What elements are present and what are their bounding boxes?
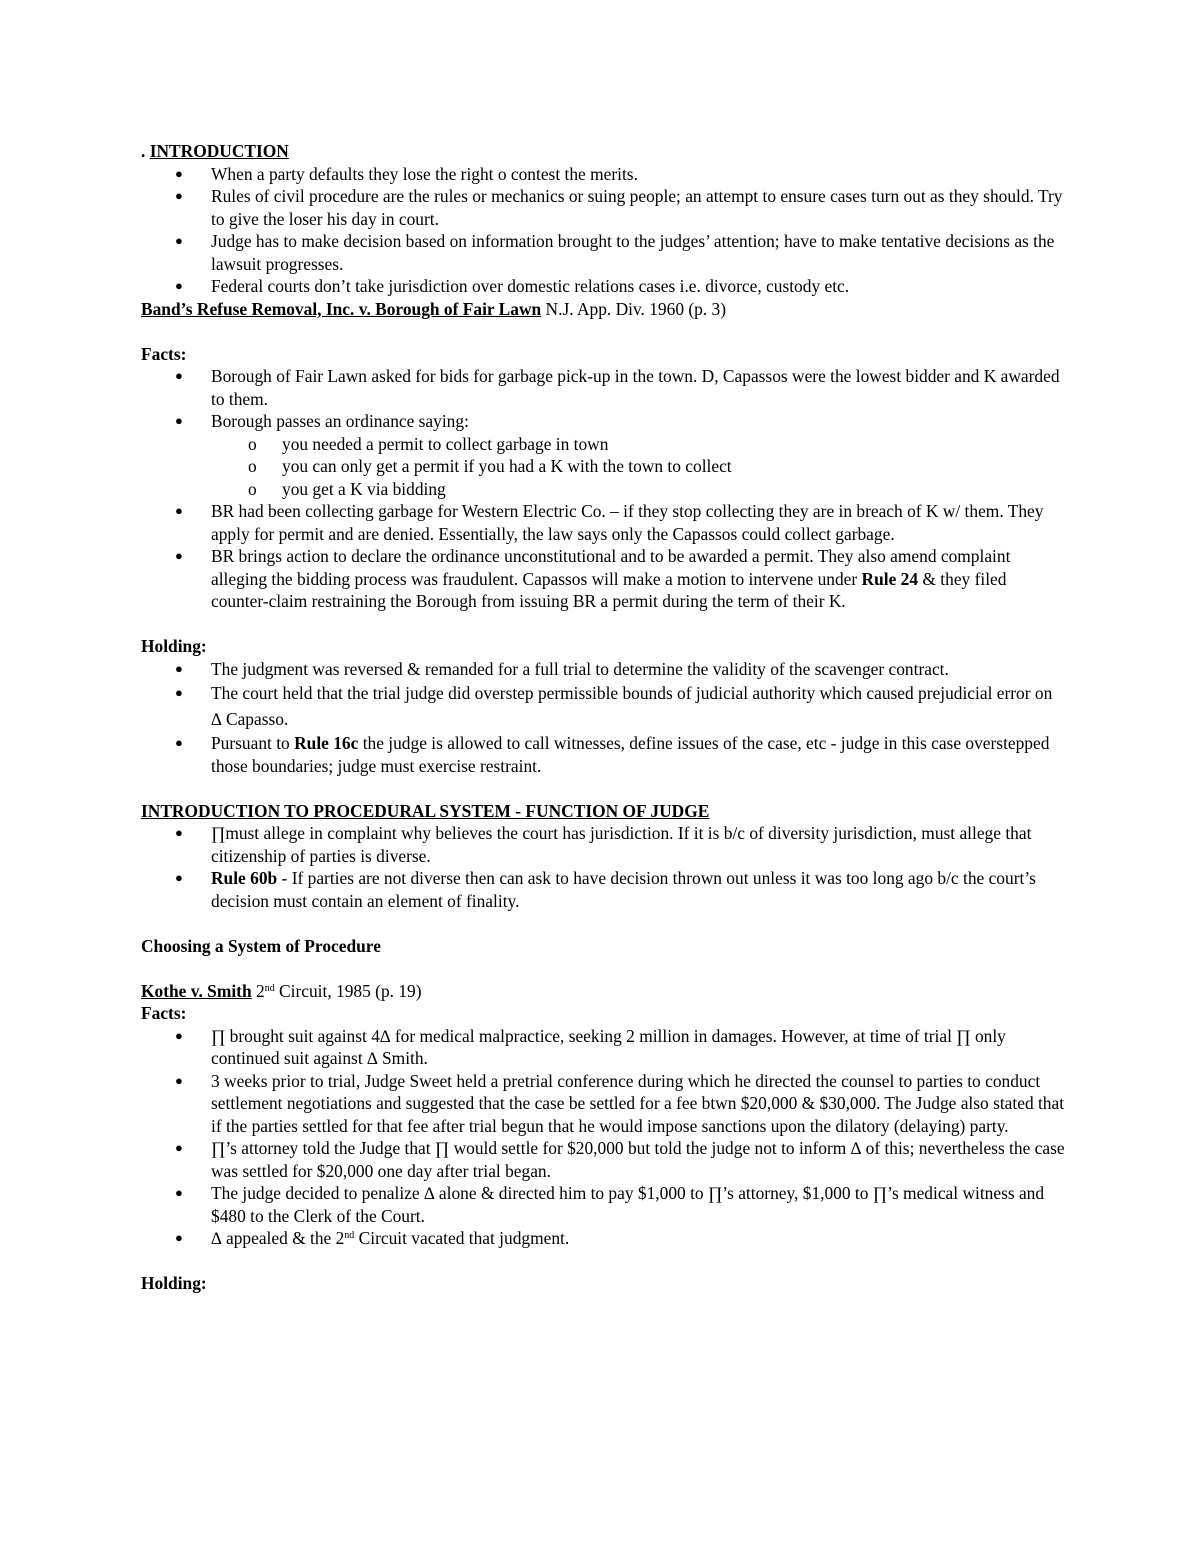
case2-title: Kothe v. Smith — [141, 980, 252, 1001]
bullet-dot-icon: ● — [175, 368, 183, 383]
rule-reference: Rule 24 — [861, 568, 919, 589]
intro-bullet-text: Judge has to make decision based on information brought to the judges’ attention; have to make tentative decisions as the lawsuit progresses. — [211, 231, 1055, 274]
case2-citation: Circuit, 1985 (p. 19) — [274, 980, 422, 1001]
ordinal-suffix: nd — [264, 982, 275, 994]
intro-bullet-list — [141, 163, 1066, 298]
section2-text: - If parties are not diverse then can ask to have decision thrown out unless it was too long ago b/c the court’s decision must contain an element of finality. — [211, 868, 1036, 911]
case2-holding-label: Holding: — [141, 1273, 207, 1293]
intro-bullet-text: Federal courts don’t take jurisdiction over domestic relations cases i.e. divorce, custody etc. — [211, 276, 850, 296]
list-item — [141, 1070, 1066, 1138]
list-item — [141, 545, 1066, 613]
list-item — [141, 1025, 1066, 1070]
hollow-circle-icon: o — [248, 456, 257, 476]
fact-text: Circuit vacated that judgment. — [354, 1228, 570, 1248]
sub-list-item — [141, 455, 1066, 478]
bullet-dot-icon: ● — [175, 1230, 183, 1245]
spacer — [141, 613, 1066, 636]
fact-text: ∆ appealed & the 2 — [211, 1228, 345, 1248]
bullet-dot-icon: ● — [175, 278, 183, 293]
bullet-dot-icon: ● — [175, 685, 183, 700]
ordinal-suffix: nd — [344, 1230, 355, 1241]
section2-list — [141, 822, 1066, 912]
list-item — [141, 1227, 1066, 1250]
case1-facts-list — [141, 365, 1066, 613]
bullet-dot-icon: ● — [175, 1140, 183, 1155]
sub-fact-text: you needed a permit to collect garbage in town — [282, 433, 609, 454]
intro-bullet-text: Rules of civil procedure are the rules or mechanics or suing people; an attempt to ensure cases turn out as they should. Try to give the loser his day in court. — [211, 186, 1063, 229]
list-item — [141, 500, 1066, 545]
list-item — [141, 822, 1066, 867]
sub-fact-text: you get a K via bidding — [282, 478, 446, 499]
fact-text: BR brings action to declare the ordinance unconstitutional and to be awarded a permit. They also amend complaint alleging the bidding process was fraudulent. Capassos will make a motion to intervene under — [211, 546, 1011, 589]
list-item — [141, 185, 1066, 230]
holding-text: the judge is allowed to call witnesses, define issues of the case, etc - judge in this case overstepped those boundaries; judge must exercise restraint. — [211, 733, 1050, 776]
bullet-dot-icon: ● — [175, 825, 183, 840]
case1-holding-label: Holding: — [141, 636, 207, 656]
bullet-dot-icon: ● — [175, 233, 183, 248]
case2-facts-list — [141, 1025, 1066, 1250]
intro-bullet-text: When a party defaults they lose the right o contest the merits. — [211, 163, 638, 184]
sub-fact-text: you can only get a permit if you had a K with the town to collect — [282, 456, 732, 476]
bullet-dot-icon: ● — [175, 548, 183, 563]
bullet-dot-icon: ● — [175, 660, 183, 676]
bullet-dot-icon: ● — [175, 165, 183, 181]
intro-heading-line — [141, 140, 1066, 163]
case1-facts-label: Facts: — [141, 343, 187, 364]
case2-facts-label: Facts: — [141, 1003, 187, 1023]
sub-list-item — [141, 433, 1066, 456]
case1-title-line — [141, 298, 1066, 321]
holding-text: The judgment was reversed & remanded for a full trial to determine the validity of the scavenger contract. — [211, 658, 949, 679]
list-item — [141, 867, 1066, 912]
intro-prefix: . — [141, 141, 146, 161]
spacer — [141, 777, 1066, 800]
fact-text: The judge decided to penalize ∆ alone & directed him to pay $1,000 to ∏’s attorney, $1,000 to ∏’s medical witness and $480 to the Clerk of the Court. — [211, 1183, 1045, 1226]
fact-text: ∏ brought suit against 4∆ for medical malpractice, seeking 2 million in damages. However, at time of trial ∏ only continued suit against ∆ Smith. — [211, 1025, 1006, 1068]
section3-heading: Choosing a System of Procedure — [141, 935, 381, 956]
fact-text: & they filed counter-claim restraining the Borough from issuing BR a permit during the term of their K. — [211, 568, 1007, 611]
fact-text: Borough passes an ordinance saying: — [211, 411, 469, 431]
case1-title: Band’s Refuse Removal, Inc. v. Borough of Fair Lawn — [141, 298, 542, 319]
section2-text: ∏must allege in complaint why believes the court has jurisdiction. If it is b/c of diversity jurisdiction, must allege that citizenship of parties is diverse. — [211, 823, 1032, 866]
ordinance-sub-list — [141, 433, 1066, 501]
bullet-dot-icon: ● — [175, 735, 183, 750]
rule-reference: Rule 60b — [211, 868, 278, 888]
list-item — [141, 410, 1066, 500]
holding-text: Pursuant to — [211, 733, 295, 753]
fact-text: Borough of Fair Lawn asked for bids for garbage pick-up in the town. D, Capassos were the lowest bidder and K awarded to them. — [211, 366, 1060, 409]
bullet-dot-icon: ● — [175, 413, 183, 428]
list-item — [141, 1137, 1066, 1182]
document-page — [141, 140, 1066, 1295]
fact-text: ∏’s attorney told the Judge that ∏ would settle for $20,000 but told the judge not to inform ∆ of this; nevertheless the case was settled for $20,000 one day after trial began. — [211, 1138, 1065, 1181]
list-item — [141, 658, 1066, 681]
spacer — [141, 957, 1066, 980]
rule-reference: Rule 16c — [294, 733, 359, 753]
case1-holding-list — [141, 658, 1066, 778]
list-item — [141, 732, 1066, 777]
fact-text: BR had been collecting garbage for Western Electric Co. – if they stop collecting they are in breach of K w/ them. They apply for permit and are denied. Essentially, the law says only the Capassos could collect garbage. — [211, 501, 1044, 544]
list-item — [141, 1182, 1066, 1227]
bullet-dot-icon: ● — [175, 503, 183, 518]
fact-text: 3 weeks prior to trial, Judge Sweet held a pretrial conference during which he directed the counsel to parties to conduct settlement negotiations and suggested that the case be settled for a fee btwn $20,000 & $30,000. The Judge also stated that if the parties settled for that fee after trial begun that he would impose sanctions upon the dilatory (delaying) party. — [211, 1070, 1065, 1136]
sub-list-item — [141, 478, 1066, 501]
bullet-dot-icon: ● — [175, 1072, 183, 1088]
spacer — [141, 912, 1066, 935]
bullet-dot-icon: ● — [175, 870, 183, 885]
spacer — [141, 1250, 1066, 1273]
list-item — [141, 365, 1066, 410]
bullet-dot-icon: ● — [175, 188, 183, 203]
list-item — [141, 163, 1066, 186]
list-item — [141, 680, 1066, 732]
section2-heading: INTRODUCTION TO PROCEDURAL SYSTEM - FUNCTION OF JUDGE — [141, 800, 710, 821]
case1-citation: N.J. App. Div. 1960 (p. 3) — [541, 298, 727, 319]
spacer — [141, 320, 1066, 343]
hollow-circle-icon: o — [248, 478, 257, 499]
bullet-dot-icon: ● — [175, 1027, 183, 1043]
holding-text: The court held that the trial judge did overstep permissible bounds of judicial authority which caused prejudicial error on ∆ Capasso. — [211, 683, 1053, 729]
list-item — [141, 275, 1066, 298]
case2-citation: 2 — [251, 980, 265, 1001]
intro-heading: INTRODUCTION — [149, 141, 289, 161]
case2-title-line — [141, 980, 1066, 1003]
bullet-dot-icon: ● — [175, 1185, 183, 1200]
list-item — [141, 230, 1066, 275]
hollow-circle-icon: o — [248, 433, 257, 454]
